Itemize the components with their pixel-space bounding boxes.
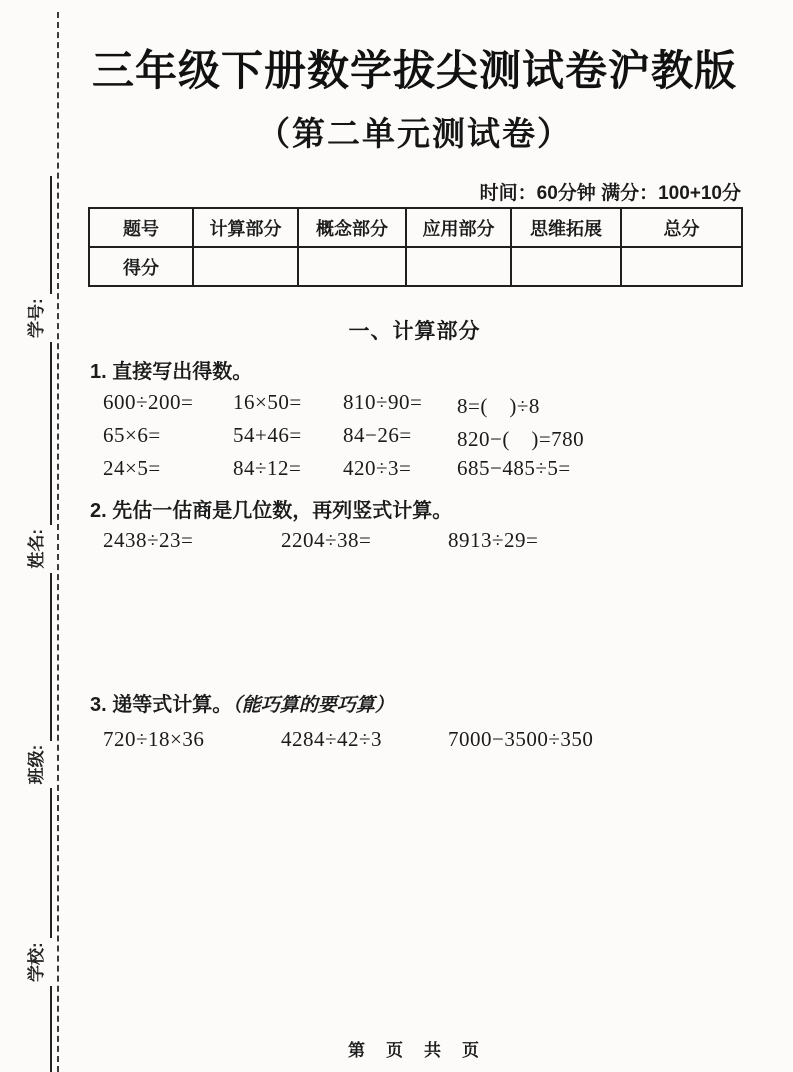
equation: 420÷3= [343, 456, 412, 480]
page-footer: 第 页 共 页 [348, 1041, 481, 1060]
q3-row [0, 727, 793, 755]
blank-line [37, 986, 52, 1072]
question-2-label: 2. 先估一估商是几位数，再列竖式计算。 [90, 500, 453, 522]
equation: 84−26= [343, 423, 412, 447]
question-3-note: （能巧算的要巧算） [232, 695, 394, 716]
question-1-label: 1. 直接写出得数。 [90, 361, 253, 383]
class-label: 班级: [27, 744, 46, 785]
header-cell-question: 题号 [89, 208, 193, 247]
header-cell-concept: 概念部分 [298, 208, 406, 247]
score-cell [621, 247, 742, 286]
equation: 600÷200= [103, 390, 194, 414]
equation: 2204÷38= [281, 528, 372, 552]
score-cell [511, 247, 621, 286]
question-3-text: 3. 递等式计算。 [90, 694, 233, 716]
student-info-margin [16, 77, 58, 1072]
score-row-label: 得分 [89, 247, 193, 286]
q2-row [0, 528, 793, 556]
blank-line [37, 573, 52, 741]
q1-row-2 [0, 423, 793, 451]
score-table [88, 207, 741, 287]
header-cell-calculation: 计算部分 [193, 208, 298, 247]
q1-row-3 [0, 456, 793, 484]
header-cell-total: 总分 [621, 208, 742, 247]
equation: 820−( )=780 [457, 427, 585, 451]
equation: 84÷12= [233, 456, 302, 480]
exam-meta: 时间：60分钟 满分：100+10分 [479, 183, 741, 204]
score-cell [193, 247, 298, 286]
equation: 16×50= [233, 390, 302, 414]
question-3-label [90, 688, 394, 717]
equation: 8=( )÷8 [457, 394, 540, 418]
equation: 65×6= [103, 423, 161, 447]
equation: 4284÷42÷3 [281, 727, 383, 751]
header-cell-thinking: 思维拓展 [511, 208, 621, 247]
page-title: 三年级下册数学拔尖测试卷沪教版 [91, 47, 737, 94]
blank-line [37, 176, 52, 294]
equation: 7000−3500÷350 [448, 727, 594, 751]
equation: 720÷18×36 [103, 727, 205, 751]
name-label: 姓名: [27, 528, 46, 569]
score-cell [406, 247, 511, 286]
header-cell-application: 应用部分 [406, 208, 511, 247]
school-label: 学校: [27, 942, 46, 982]
equation: 54+46= [233, 423, 302, 447]
score-table-header-row [89, 208, 742, 247]
equation: 685−485÷5= [457, 456, 571, 480]
equation: 2438÷23= [103, 528, 194, 552]
section-title: 一、计算部分 [348, 320, 481, 343]
blank-line [37, 788, 52, 938]
equation: 24×5= [103, 456, 161, 480]
equation: 810÷90= [343, 390, 423, 414]
q1-row-1 [0, 390, 793, 418]
score-table-score-row [89, 247, 742, 286]
score-cell [298, 247, 406, 286]
equation: 8913÷29= [448, 528, 539, 552]
student-number-label: 学号: [27, 298, 46, 338]
page-subtitle: （第二单元测试卷） [257, 115, 572, 152]
